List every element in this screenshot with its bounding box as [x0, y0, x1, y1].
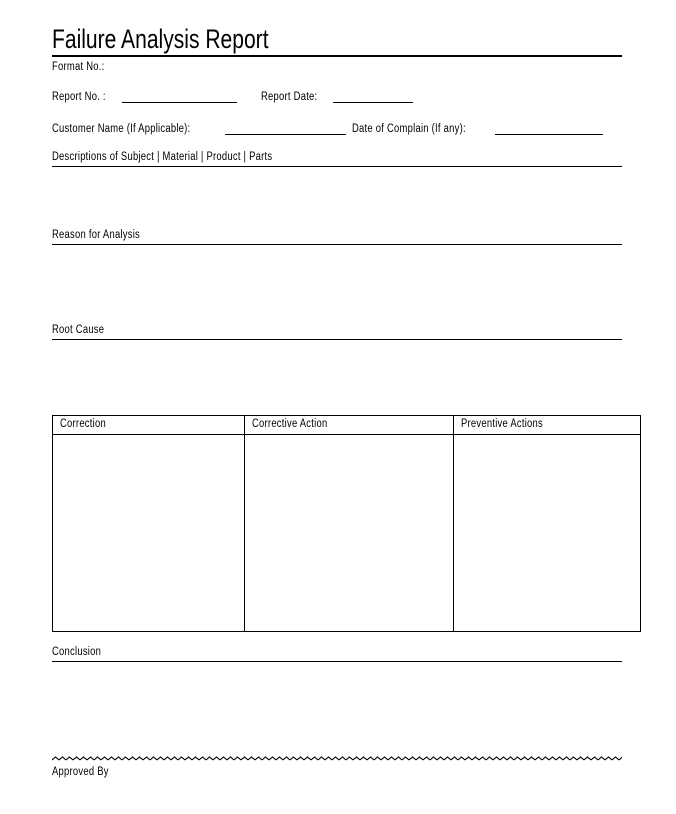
table-cell-corrective-action[interactable] [245, 435, 454, 632]
report-no-label: Report No. : [52, 91, 106, 103]
customer-name-field[interactable] [225, 121, 346, 135]
table-header-corrective-action [245, 416, 454, 435]
table-cell-correction[interactable] [53, 435, 245, 632]
page-title-block [52, 26, 622, 57]
actions-table-body [53, 435, 641, 632]
conclusion-heading-label: Conclusion [52, 646, 102, 658]
zigzag-divider-svg [52, 755, 622, 762]
report-no-field[interactable] [122, 89, 237, 103]
approved-by-label: Approved By [52, 766, 109, 778]
descriptions-heading-label: Descriptions of Subject | Material | Product | Parts [52, 151, 273, 163]
customer-meta-row [52, 121, 622, 135]
approved-by-row [52, 766, 622, 778]
section-heading-descriptions [52, 151, 622, 167]
actions-table-header-row [53, 416, 641, 435]
customer-name-label: Customer Name (If Applicable): [52, 123, 191, 135]
format-no-label: Format No.: [52, 61, 105, 73]
section-heading-reason [52, 229, 622, 245]
reason-heading-label: Reason for Analysis [52, 229, 141, 241]
page-title: Failure Analysis Report [52, 24, 269, 54]
table-header-preventive-actions [454, 416, 641, 435]
root-cause-heading-label: Root Cause [52, 324, 105, 336]
table-cell-preventive-actions[interactable] [454, 435, 641, 632]
report-date-label: Report Date: [260, 91, 318, 103]
table-header-correction-label: Correction [60, 418, 106, 430]
actions-table [52, 415, 641, 632]
zigzag-divider [52, 755, 622, 762]
format-no-row [52, 61, 622, 73]
complain-date-label: Date of Complain (If any): [352, 123, 467, 135]
actions-table-row [53, 435, 641, 632]
report-content [52, 0, 622, 778]
report-date-field[interactable] [333, 89, 413, 103]
table-header-preventive-actions-label: Preventive Actions [461, 418, 544, 430]
actions-table-head [53, 416, 641, 435]
table-header-corrective-action-label: Corrective Action [252, 418, 328, 430]
table-header-correction [53, 416, 245, 435]
section-heading-conclusion [52, 646, 622, 662]
report-meta-row [52, 89, 622, 103]
section-heading-root-cause [52, 324, 622, 340]
complain-date-field[interactable] [495, 121, 603, 135]
